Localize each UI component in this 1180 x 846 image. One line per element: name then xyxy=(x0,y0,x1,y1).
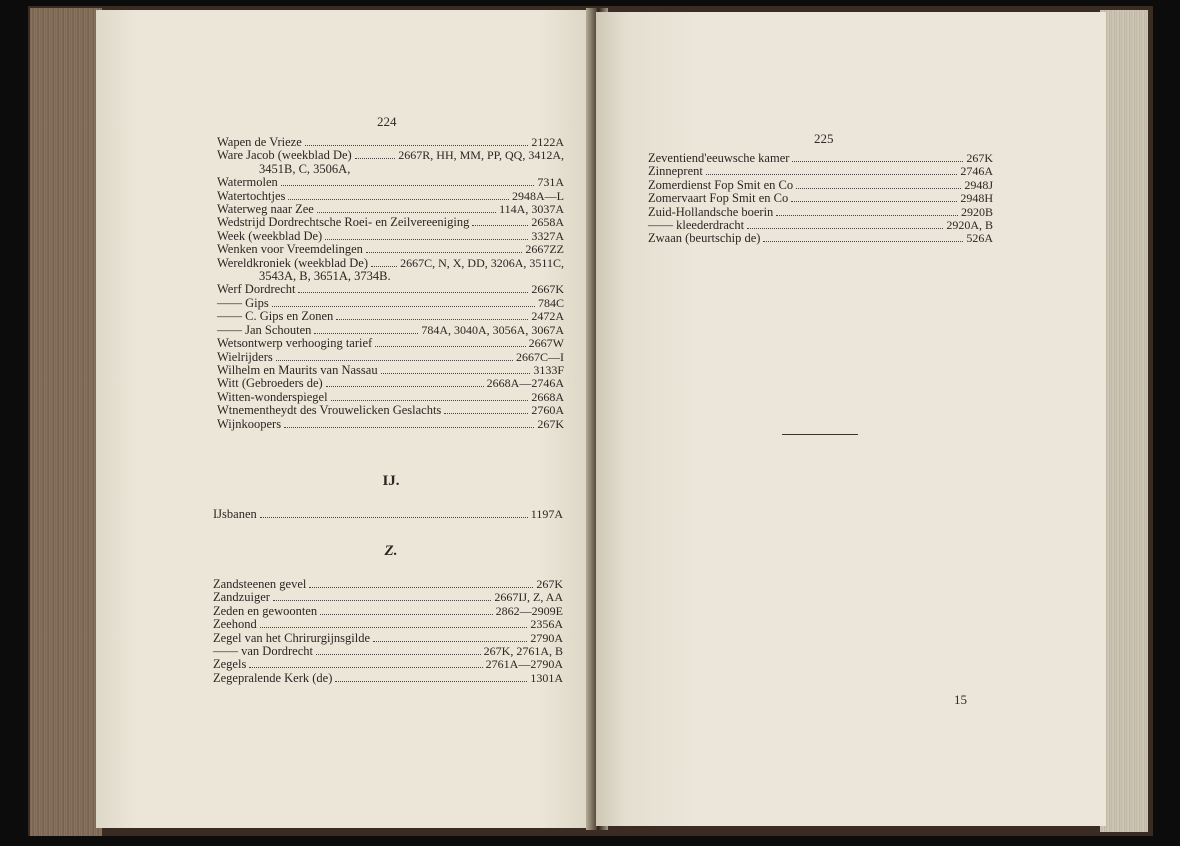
dot-leader xyxy=(355,149,396,159)
entry-term: —— kleederdracht xyxy=(648,218,745,233)
dot-leader xyxy=(776,206,958,216)
entry-reference: 267K xyxy=(536,577,563,591)
entry-term: Wetsontwerp verhooging tarief xyxy=(217,336,373,351)
entry-term: Wedstrijd Dordrechtsche Roei- en Zeilvereeniging xyxy=(217,215,470,230)
entry-reference: 3327A xyxy=(531,228,564,243)
dot-leader xyxy=(317,203,496,213)
index-list-z-continued xyxy=(648,152,993,246)
entry-reference: 2122A xyxy=(531,135,564,149)
entry-term: —— van Dordrecht xyxy=(213,644,313,659)
index-entry xyxy=(217,257,564,270)
dot-leader xyxy=(305,136,529,146)
entry-term: Watermolen xyxy=(217,175,278,190)
end-rule xyxy=(782,434,858,435)
entry-reference: 1197A xyxy=(530,507,563,521)
index-entry xyxy=(648,219,993,232)
dot-leader xyxy=(325,230,528,240)
dot-leader xyxy=(366,243,522,253)
index-list-ij xyxy=(213,508,563,521)
entry-term: Zeventiend'eeuwsche kamer xyxy=(648,151,790,165)
entry-term: —— C. Gips en Zonen xyxy=(217,309,334,324)
entry-term: Witten-wonderspiegel xyxy=(217,389,328,404)
dot-leader xyxy=(298,283,528,293)
index-entry xyxy=(217,149,564,162)
dot-leader xyxy=(792,152,963,162)
entry-reference: 2760A xyxy=(531,403,564,418)
dot-leader xyxy=(763,232,963,242)
entry-reference: 731A xyxy=(537,175,564,190)
dot-leader xyxy=(706,165,957,175)
entry-term: Zegels xyxy=(213,657,247,672)
entry-reference: 2667R, HH, MM, PP, QQ, 3412A, xyxy=(398,148,564,163)
dot-leader xyxy=(326,377,484,387)
index-entry xyxy=(648,192,993,205)
index-entry xyxy=(213,618,563,631)
dot-leader xyxy=(260,618,528,628)
index-entry xyxy=(217,391,564,404)
dot-leader xyxy=(791,192,957,202)
right-page xyxy=(596,12,1106,826)
entry-reference: 267K xyxy=(537,416,564,431)
dot-leader xyxy=(288,190,509,200)
index-entry xyxy=(213,645,563,658)
entry-term: —— Gips xyxy=(217,295,269,310)
entry-reference: 2658A xyxy=(531,215,564,230)
dot-leader xyxy=(331,391,529,401)
index-entry xyxy=(217,176,564,189)
index-entry xyxy=(217,324,564,337)
dot-leader xyxy=(371,257,397,267)
section-heading-ij: IJ. xyxy=(382,473,400,489)
index-entry xyxy=(217,404,564,417)
entry-reference: 2761A—2790A xyxy=(485,657,563,672)
entry-term: Wereldkroniek (weekblad De) xyxy=(217,255,369,270)
entry-reference: 2746A xyxy=(960,164,993,179)
index-entry xyxy=(217,310,564,323)
index-entry xyxy=(217,364,564,377)
page-number: 225 xyxy=(814,131,834,146)
entry-reference: 2948J xyxy=(964,177,993,192)
dot-leader xyxy=(276,351,513,361)
dot-leader xyxy=(316,645,481,655)
index-entry xyxy=(213,672,563,685)
entry-term: Werf Dordrecht xyxy=(217,282,296,297)
entry-term: Wijnkoopers xyxy=(217,416,282,431)
index-entry xyxy=(648,206,993,219)
dot-leader xyxy=(381,364,531,374)
entry-term: Waterweg naar Zee xyxy=(217,202,314,217)
entry-reference: 784A, 3040A, 3056A, 3067A xyxy=(421,322,564,337)
dot-leader xyxy=(375,337,525,347)
left-page xyxy=(96,10,601,828)
index-entry xyxy=(217,377,564,390)
entry-term: Wielrijders xyxy=(217,349,273,364)
entry-reference: 2472A xyxy=(531,309,564,324)
left-page-edges xyxy=(30,8,102,836)
section-heading-z: Z. xyxy=(384,543,398,559)
index-entry xyxy=(217,351,564,364)
entry-reference: 3133F xyxy=(533,362,564,377)
index-entry xyxy=(648,232,993,245)
entry-reference: 2790A xyxy=(530,630,563,645)
entry-term: Watertochtjes xyxy=(217,188,286,203)
entry-reference: 2920B xyxy=(960,204,993,219)
entry-term: IJsbanen xyxy=(213,507,257,521)
right-page-edges xyxy=(1100,10,1148,832)
index-entry xyxy=(217,283,564,296)
entry-reference: 2667K xyxy=(531,282,564,297)
dot-leader xyxy=(336,310,528,320)
index-list-z xyxy=(213,578,563,685)
entry-reference: 2667ZZ xyxy=(525,242,564,257)
entry-term: Witt (Gebroeders de) xyxy=(217,376,323,391)
dot-leader xyxy=(314,324,418,334)
index-list-w xyxy=(217,136,564,431)
entry-term: Zuid-Hollandsche boerin xyxy=(648,204,774,219)
entry-term: Zegepralende Kerk (de) xyxy=(213,670,333,685)
index-entry xyxy=(648,165,993,178)
dot-leader xyxy=(320,605,493,615)
dot-leader xyxy=(272,297,535,307)
entry-term: —— Jan Schouten xyxy=(217,322,312,337)
signature-mark: 15 xyxy=(954,692,967,707)
entry-reference: 526A xyxy=(966,231,993,246)
entry-term: Zeehond xyxy=(213,617,257,632)
entry-reference-continued: 3543A, B, 3651A, 3734B. xyxy=(259,269,391,284)
entry-term: Ware Jacob (weekblad De) xyxy=(217,148,352,163)
dot-leader xyxy=(284,418,534,428)
index-entry xyxy=(213,508,563,521)
entry-reference: 2862—2909E xyxy=(495,603,563,618)
entry-term: Wilhelm en Maurits van Nassau xyxy=(217,362,378,377)
index-entry xyxy=(217,216,564,229)
entry-reference: 2948A—L xyxy=(512,188,564,203)
entry-term: Zandzuiger xyxy=(213,590,270,605)
dot-leader xyxy=(260,508,528,518)
entry-term: Wapen de Vrieze xyxy=(217,135,302,149)
entry-reference: 2667IJ, Z, AA xyxy=(494,590,563,605)
index-entry xyxy=(217,243,564,256)
entry-reference: 267K xyxy=(966,151,993,165)
entry-term: Zandsteenen gevel xyxy=(213,577,307,591)
index-entry xyxy=(213,605,563,618)
index-entry xyxy=(217,190,564,203)
entry-reference: 2920A, B xyxy=(946,218,993,233)
index-entry xyxy=(648,152,993,165)
index-entry xyxy=(217,136,564,149)
entry-term: Zwaan (beurtschip de) xyxy=(648,231,761,246)
dot-leader xyxy=(249,658,482,668)
entry-term: Wenken voor Vreemdelingen xyxy=(217,242,363,257)
entry-reference: 784C xyxy=(537,295,564,310)
dot-leader xyxy=(273,591,491,601)
index-entry xyxy=(217,230,564,243)
page-number: 224 xyxy=(377,114,397,129)
index-entry xyxy=(213,658,563,671)
index-entry xyxy=(213,591,563,604)
index-entry xyxy=(217,418,564,431)
dot-leader xyxy=(444,404,528,414)
entry-reference: 2667C, N, X, DD, 3206A, 3511C, xyxy=(400,255,564,270)
index-entry xyxy=(213,632,563,645)
index-entry xyxy=(213,578,563,591)
dot-leader xyxy=(309,578,533,588)
dot-leader xyxy=(281,176,535,186)
dot-leader xyxy=(373,632,527,642)
index-entry xyxy=(217,337,564,350)
entry-reference: 2667W xyxy=(528,336,564,351)
entry-reference: 2667C—I xyxy=(516,349,564,364)
entry-reference: 1301A xyxy=(530,670,563,685)
entry-term: Wtnementheydt des Vrouwelicken Geslachts xyxy=(217,403,442,418)
entry-reference: 2948H xyxy=(960,191,993,206)
index-entry xyxy=(217,297,564,310)
entry-reference: 2668A xyxy=(531,389,564,404)
dot-leader xyxy=(747,219,943,229)
entry-reference: 267K, 2761A, B xyxy=(483,644,563,659)
entry-term: Zomerdienst Fop Smit en Co xyxy=(648,177,794,192)
entry-reference: 114A, 3037A xyxy=(499,202,564,217)
entry-reference-continued: 3451B, C, 3506A, xyxy=(259,161,351,176)
dot-leader xyxy=(796,179,961,189)
entry-reference: 2668A—2746A xyxy=(486,376,564,391)
entry-term: Zomervaart Fop Smit en Co xyxy=(648,191,789,206)
dot-leader xyxy=(335,672,527,682)
index-entry xyxy=(217,203,564,216)
index-entry xyxy=(648,179,993,192)
dot-leader xyxy=(472,216,528,226)
entry-term: Zinneprent xyxy=(648,164,703,179)
entry-term: Zeden en gewoonten xyxy=(213,603,318,618)
entry-reference: 2356A xyxy=(530,617,563,632)
entry-term: Week (weekblad De) xyxy=(217,228,323,243)
entry-term: Zegel van het Chrirurgijnsgilde xyxy=(213,630,371,645)
